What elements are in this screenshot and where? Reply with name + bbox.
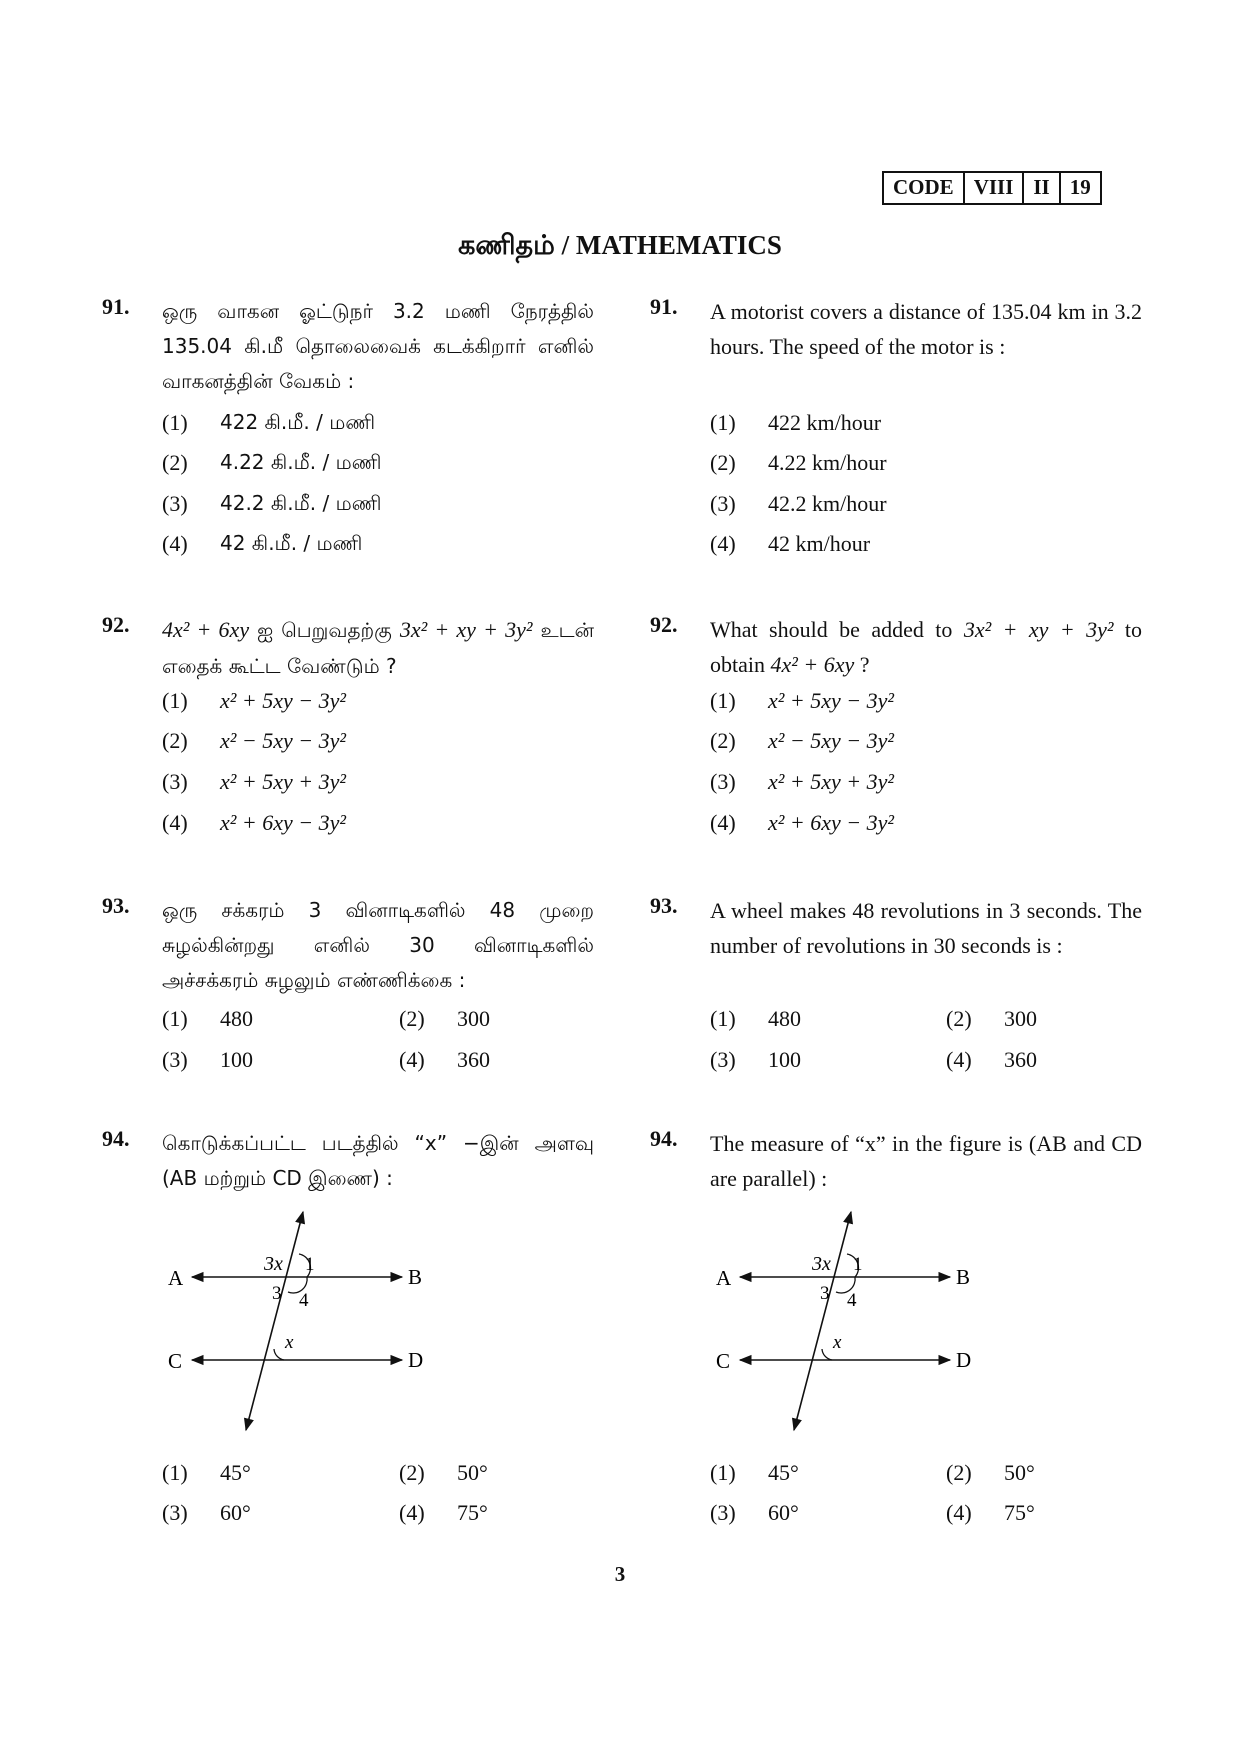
label-3x: 3x bbox=[812, 1253, 831, 1275]
code-class: VIII bbox=[963, 173, 1023, 203]
label-1: 1 bbox=[853, 1254, 863, 1275]
transversal bbox=[794, 1212, 851, 1430]
label-b: B bbox=[956, 1265, 971, 1289]
q92-en-number: 92. bbox=[650, 612, 678, 637]
q94-ta-figure bbox=[160, 1210, 450, 1450]
label-4: 4 bbox=[847, 1290, 857, 1311]
q94-en-figure bbox=[708, 1210, 998, 1450]
q94-en-text: The measure of “x” in the figure is (AB and CD are parallel) : bbox=[710, 1131, 1142, 1191]
code-label: CODE bbox=[893, 175, 954, 199]
q94-ta-number: 94. bbox=[102, 1126, 130, 1151]
angle-x-arc bbox=[822, 1349, 832, 1360]
label-3: 3 bbox=[272, 1283, 282, 1304]
label-c: C bbox=[716, 1349, 731, 1373]
q91-ta-text: ஒரு வாகன ஓட்டுநர் 3.2 மணி நேரத்தில் 135.04 கி.மீ தொலைவைக் கடக்கிறார் எனில் வாகனத்தின் வேகம் : bbox=[162, 299, 594, 393]
label-d: D bbox=[956, 1348, 972, 1372]
label-a: A bbox=[168, 1266, 184, 1290]
label-a: A bbox=[716, 1266, 732, 1290]
label-3: 3 bbox=[820, 1283, 830, 1304]
q91-en-text: A motorist covers a distance of 135.04 km in 3.2 hours. The speed of the motor is : bbox=[710, 299, 1142, 359]
q93-ta-number: 93. bbox=[102, 893, 130, 918]
page-title: கணிதம் / MATHEMATICS bbox=[458, 230, 782, 260]
label-b: B bbox=[408, 1265, 423, 1289]
q91-ta-number: 91. bbox=[102, 294, 130, 319]
q93-ta-text: ஒரு சக்கரம் 3 வினாடிகளில் 48 முறை சுழல்கின்றது எனில் 30 வினாடிகளில் அச்சக்கரம் சுழலும் எண்ணிக்கை : bbox=[162, 898, 594, 992]
q93-en-text: A wheel makes 48 revolutions in 3 seconds. The number of revolutions in 30 seconds is : bbox=[710, 898, 1142, 958]
q91-en-number: 91. bbox=[650, 294, 678, 319]
label-4: 4 bbox=[299, 1290, 309, 1311]
label-c: C bbox=[168, 1349, 183, 1373]
label-x: x bbox=[833, 1332, 842, 1353]
label-1: 1 bbox=[305, 1254, 315, 1275]
page-number: 3 bbox=[614, 1562, 626, 1586]
q93-en-number: 93. bbox=[650, 893, 678, 918]
angle-x-arc bbox=[274, 1349, 284, 1360]
q92-ta-text: 4x² + 6xy ஐ பெறுவதற்கு 3x² + xy + 3y² உடன் எதைக் கூட்ட வேண்டும் ? bbox=[162, 617, 594, 678]
q94-ta-text: கொடுக்கப்பட்ட படத்தில் “x” −இன் அளவு (AB மற்றும் CD இணை) : bbox=[162, 1131, 594, 1190]
q92-ta-number: 92. bbox=[102, 612, 130, 637]
label-d: D bbox=[408, 1348, 424, 1372]
q92-en-text: What should be added to 3x² + xy + 3y² to obtain 4x² + 6xy ? bbox=[710, 617, 1142, 677]
transversal bbox=[246, 1212, 303, 1430]
code-box bbox=[882, 171, 1102, 205]
code-part: II bbox=[1022, 173, 1058, 203]
q94-en-number: 94. bbox=[650, 1126, 678, 1151]
code-year: 19 bbox=[1059, 173, 1100, 203]
label-3x: 3x bbox=[264, 1253, 283, 1275]
label-x: x bbox=[285, 1332, 294, 1353]
